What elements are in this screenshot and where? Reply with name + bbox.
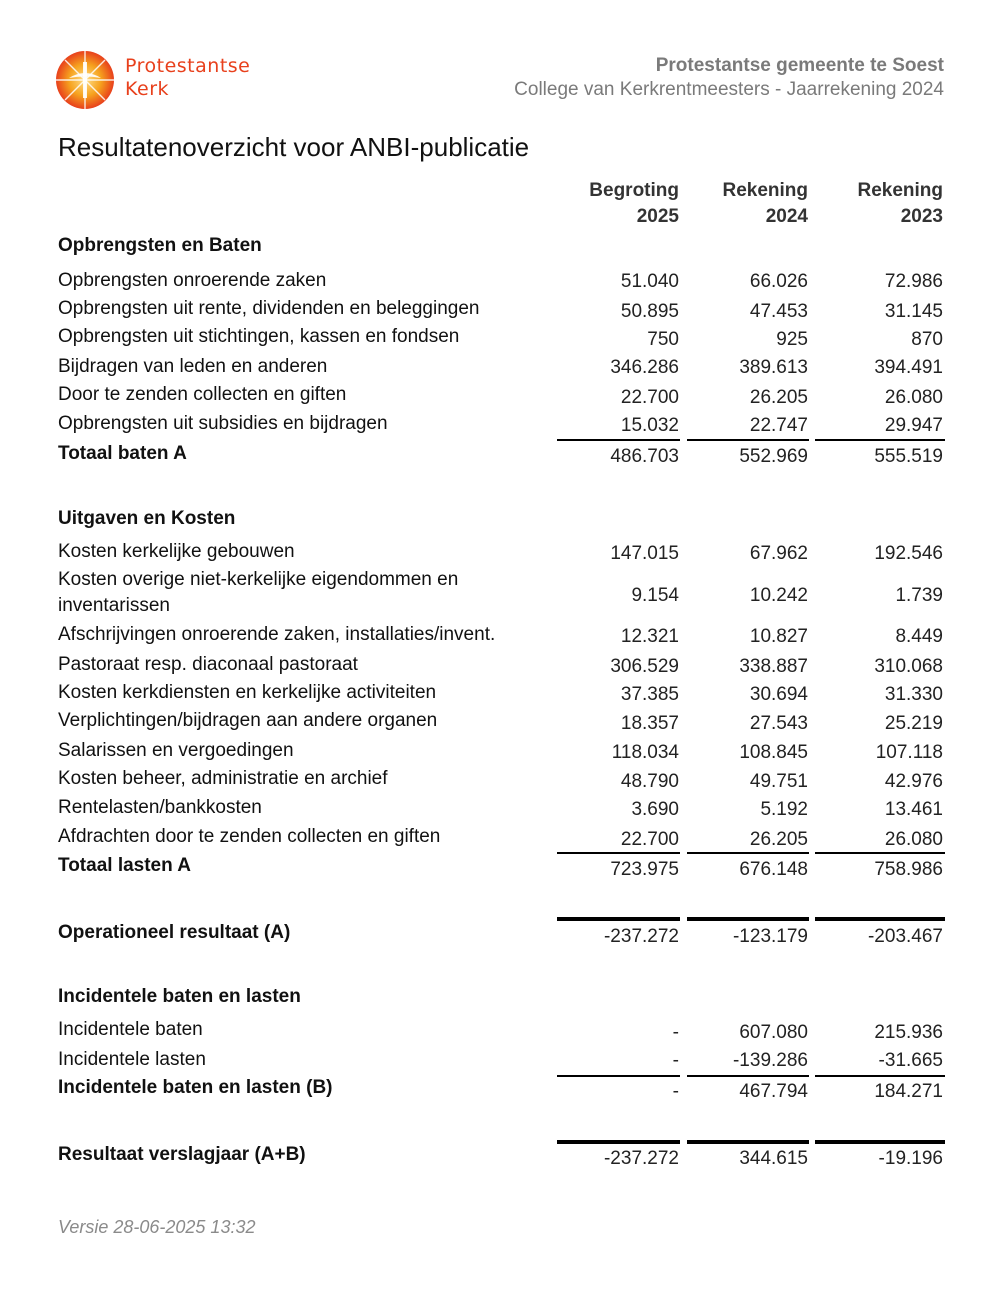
row-value: 72.986 xyxy=(884,271,943,292)
result-value: 344.615 xyxy=(739,1148,808,1169)
column-header-label: Begroting xyxy=(589,180,679,201)
row-value: 26.205 xyxy=(749,387,808,408)
row-label: Opbrengsten uit subsidies en bijdragen xyxy=(58,413,388,434)
total-value: 555.519 xyxy=(874,446,943,467)
subtotal-line xyxy=(687,1075,809,1077)
total-value: 758.986 xyxy=(874,859,943,880)
row-label: Opbrengsten uit rente, dividenden en beleggingen xyxy=(58,298,480,319)
row-value: 107.118 xyxy=(875,742,943,763)
row-value: 389.613 xyxy=(739,357,808,378)
row-label: Kosten kerkdiensten en kerkelijke activiteiten xyxy=(58,682,437,703)
row-value: 22.700 xyxy=(620,387,679,408)
column-header-year: 2025 xyxy=(636,206,679,227)
row-label: Bijdragen van leden en anderen xyxy=(58,356,328,377)
total-label: Totaal baten A xyxy=(58,443,187,464)
row-value: 925 xyxy=(776,329,808,350)
row-value: 47.453 xyxy=(749,301,808,322)
subtotal-line xyxy=(815,1075,945,1077)
row-label: Afdrachten door te zenden collecten en giften xyxy=(58,826,441,847)
row-value: 346.286 xyxy=(610,357,679,378)
total-label: Incidentele baten en lasten (B) xyxy=(58,1077,333,1098)
column-header-rekening-2024 xyxy=(722,178,808,230)
result-line xyxy=(815,917,945,921)
result-value: -237.272 xyxy=(603,926,679,947)
row-value: 394.491 xyxy=(874,357,943,378)
total-value: 552.969 xyxy=(739,446,808,467)
row-value: 29.947 xyxy=(884,415,943,436)
result-line xyxy=(557,917,680,921)
row-value: 26.080 xyxy=(884,829,943,850)
result-value: -237.272 xyxy=(603,1148,679,1169)
total-value: 676.148 xyxy=(739,859,808,880)
row-label: Door te zenden collecten en giften xyxy=(58,384,347,405)
result-line xyxy=(687,917,809,921)
row-label: Opbrengsten onroerende zaken xyxy=(58,270,327,291)
column-header-label: Rekening xyxy=(857,180,943,201)
column-header-rekening-2023 xyxy=(857,178,943,230)
row-label: Kosten kerkelijke gebouwen xyxy=(58,541,295,562)
subtotal-line xyxy=(557,439,680,441)
row-value: -31.665 xyxy=(878,1050,943,1071)
row-value: 18.357 xyxy=(620,713,679,734)
row-value: 49.751 xyxy=(749,771,808,792)
row-value: 13.461 xyxy=(884,799,943,820)
result-line xyxy=(557,1140,680,1144)
total-value: 467.794 xyxy=(739,1081,808,1102)
row-value: 9.154 xyxy=(631,585,679,606)
row-value: 338.887 xyxy=(739,656,808,677)
result-label: Resultaat verslagjaar (A+B) xyxy=(58,1144,306,1165)
organization-header xyxy=(514,54,944,102)
row-label: Kosten beheer, administratie en archief xyxy=(58,768,388,789)
subtotal-line xyxy=(687,852,809,854)
row-value: 31.145 xyxy=(884,301,943,322)
row-value: 31.330 xyxy=(884,684,943,705)
row-value: 67.962 xyxy=(749,543,808,564)
page-title: Resultatenoverzicht voor ANBI-publicatie xyxy=(58,132,530,162)
row-value: 3.690 xyxy=(631,799,679,820)
row-label: Incidentele baten xyxy=(58,1019,203,1040)
row-value: 306.529 xyxy=(610,656,679,677)
result-line xyxy=(687,1140,809,1144)
result-label: Operationeel resultaat (A) xyxy=(58,922,291,943)
total-value: - xyxy=(672,1081,679,1102)
row-value: 26.080 xyxy=(884,387,943,408)
row-value: 147.015 xyxy=(610,543,679,564)
row-label: Pastoraat resp. diaconaal pastoraat xyxy=(58,654,358,675)
section-heading-lasten: Uitgaven en Kosten xyxy=(58,508,236,529)
row-value: 27.543 xyxy=(749,713,808,734)
organization-name: Protestantse gemeente te Soest xyxy=(655,55,944,76)
row-label: Salarissen en vergoedingen xyxy=(58,740,294,761)
row-value: 870 xyxy=(911,329,943,350)
subtotal-line xyxy=(557,852,680,854)
subtotal-line xyxy=(815,439,945,441)
row-value: 51.040 xyxy=(620,271,679,292)
column-header-begroting-2025 xyxy=(589,178,679,230)
subtotal-line xyxy=(557,1075,680,1077)
row-value: 118.034 xyxy=(611,742,679,763)
result-value: -123.179 xyxy=(732,926,808,947)
logo-line-1: Protestantse xyxy=(125,55,251,77)
row-value: 192.546 xyxy=(874,543,943,564)
row-value: 10.827 xyxy=(749,626,808,647)
row-value: 30.694 xyxy=(749,684,808,705)
row-value: - xyxy=(672,1022,679,1043)
row-value: 22.700 xyxy=(620,829,679,850)
sun-cross-icon xyxy=(55,48,119,112)
logo-line-2: Kerk xyxy=(125,78,170,100)
row-value: 5.192 xyxy=(760,799,808,820)
logo-text xyxy=(125,55,250,101)
result-value: -203.467 xyxy=(867,926,943,947)
row-value: 37.385 xyxy=(620,684,679,705)
row-value: - xyxy=(672,1050,679,1071)
protestantse-kerk-logo xyxy=(55,50,265,110)
column-header-label: Rekening xyxy=(722,180,808,201)
row-value: 26.205 xyxy=(749,829,808,850)
section-heading-incidenteel: Incidentele baten en lasten xyxy=(58,986,301,1007)
version-footer: Versie 28-06-2025 13:32 xyxy=(58,1217,256,1237)
row-label: Opbrengsten uit stichtingen, kassen en fondsen xyxy=(58,326,460,347)
row-label: Afschrijvingen onroerende zaken, installaties/invent. xyxy=(58,624,496,645)
row-value: 310.068 xyxy=(874,656,943,677)
column-header-year: 2023 xyxy=(900,206,943,227)
result-line xyxy=(815,1140,945,1144)
column-header-year: 2024 xyxy=(765,206,808,227)
row-value: 42.976 xyxy=(884,771,943,792)
row-value: 50.895 xyxy=(620,301,679,322)
total-value: 184.271 xyxy=(874,1081,943,1102)
row-value: 215.936 xyxy=(874,1022,943,1043)
total-value: 486.703 xyxy=(610,446,679,467)
row-value: 8.449 xyxy=(895,626,943,647)
row-label: Incidentele lasten xyxy=(58,1049,206,1070)
row-value: 15.032 xyxy=(620,415,679,436)
row-label: Rentelasten/bankkosten xyxy=(58,797,262,818)
row-value: 10.242 xyxy=(749,585,808,606)
subtotal-line xyxy=(815,852,945,854)
total-label: Totaal lasten A xyxy=(58,855,192,876)
row-label: Kosten overige niet-kerkelijke eigendommen en inventarissen xyxy=(58,569,459,616)
total-value: 723.975 xyxy=(610,859,679,880)
result-value: -19.196 xyxy=(878,1148,943,1169)
row-value: 48.790 xyxy=(620,771,679,792)
row-value: 750 xyxy=(647,329,679,350)
row-value: 22.747 xyxy=(749,415,808,436)
row-value: 1.739 xyxy=(895,585,943,606)
row-value: 25.219 xyxy=(884,713,943,734)
row-value: 108.845 xyxy=(739,742,808,763)
row-value: -139.286 xyxy=(732,1050,808,1071)
section-heading-baten: Opbrengsten en Baten xyxy=(58,235,262,256)
row-value: 66.026 xyxy=(749,271,808,292)
row-value: 12.321 xyxy=(620,626,679,647)
row-label: Verplichtingen/bijdragen aan andere organen xyxy=(58,710,438,731)
subtotal-line xyxy=(687,439,809,441)
row-value: 607.080 xyxy=(739,1022,808,1043)
organization-subtitle: College van Kerkrentmeesters - Jaarrekening 2024 xyxy=(514,79,944,100)
